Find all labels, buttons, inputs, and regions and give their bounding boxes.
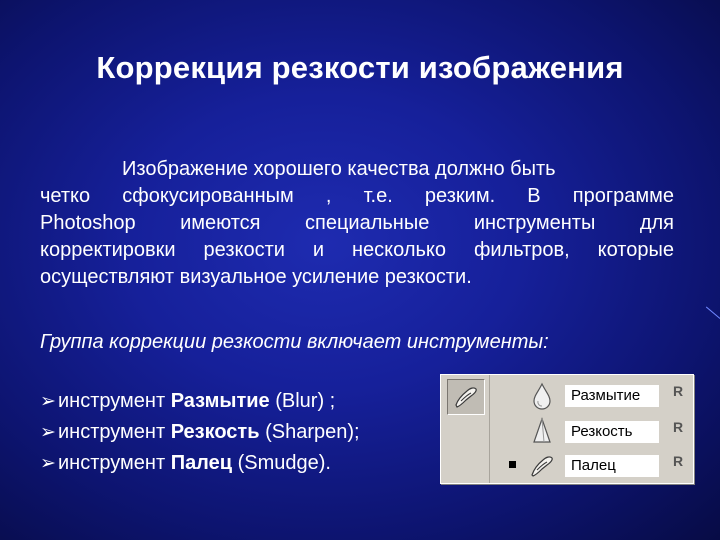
flyout-item-smudge[interactable] — [497, 449, 693, 483]
slide-title: Коррекция резкости изображения — [96, 50, 624, 85]
blur-drop-icon — [529, 381, 555, 411]
paragraph-line: осуществляют визуальное усиление резкости. — [40, 266, 472, 288]
active-tool-marker-icon — [509, 461, 516, 468]
list-item — [40, 417, 360, 448]
flyout-item-label: Размытие — [565, 385, 659, 407]
flyout-item-sharpen[interactable] — [497, 415, 693, 449]
shortcut-key: R — [673, 419, 684, 435]
tool-prefix: инструмент — [58, 390, 171, 412]
tool-suffix: (Smudge). — [232, 452, 331, 474]
arrow-bullet-icon: ➢ — [40, 391, 56, 412]
tool-name: Размытие — [170, 390, 270, 412]
tool-list — [40, 386, 360, 479]
group-heading: Группа коррекции резкости включает инструменты: — [40, 331, 549, 353]
tool-prefix: инструмент — [58, 421, 171, 443]
flyout-item-blur[interactable] — [497, 379, 693, 413]
paragraph-line: Photoshop имеются специальные инструменты для — [40, 212, 674, 234]
decorative-line — [706, 307, 720, 319]
shortcut-key: R — [673, 453, 684, 469]
paragraph-line: корректировки резкости и несколько фильтров, которые — [40, 239, 674, 261]
smudge-tool-button[interactable] — [447, 379, 485, 415]
arrow-bullet-icon: ➢ — [40, 422, 56, 443]
paragraph-line: Изображение хорошего качества должно быть — [122, 158, 556, 180]
list-item — [40, 448, 360, 479]
tool-suffix: (Blur) ; — [269, 390, 336, 412]
paragraph-line: четко сфокусированным , т.е. резким. В программе — [40, 185, 674, 207]
smudge-finger-icon — [452, 383, 480, 411]
shortcut-key: R — [673, 383, 684, 399]
flyout-item-label: Резкость — [565, 421, 659, 443]
arrow-bullet-icon: ➢ — [40, 453, 56, 474]
intro-paragraph — [40, 156, 674, 291]
flyout-item-label: Палец — [565, 455, 659, 477]
tool-suffix: (Sharpen); — [259, 421, 360, 443]
tool-name: Палец — [170, 452, 233, 474]
smudge-finger-icon — [529, 451, 555, 481]
tool-prefix: инструмент — [58, 452, 171, 474]
list-item — [40, 386, 360, 417]
photoshop-toolbar — [441, 375, 490, 483]
sharpen-cone-icon — [529, 417, 555, 447]
photoshop-tool-flyout — [440, 374, 694, 484]
tool-name: Резкость — [170, 421, 260, 443]
